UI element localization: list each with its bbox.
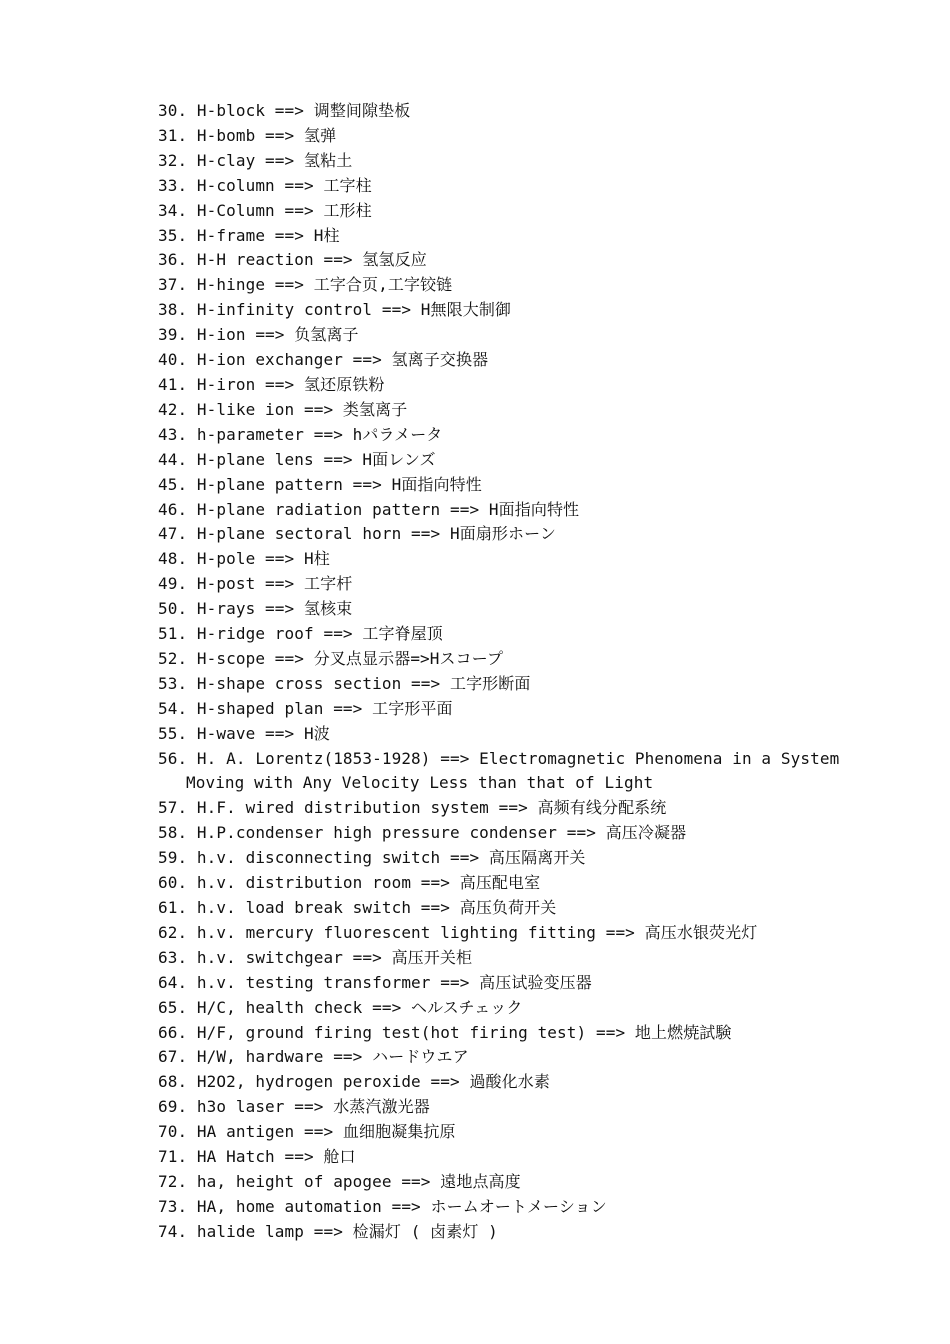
glossary-entry: 59. h.v. disconnecting switch ==> 高压隔离开关 [158,848,586,868]
glossary-entry: 35. H-frame ==> H柱 [158,225,340,245]
glossary-entry: 51. H-ridge roof ==> 工字脊屋顶 [158,624,443,644]
glossary-entry: 57. H.F. wired distribution system ==> 高频有线分配系统 [158,798,667,818]
glossary-entry: 40. H-ion exchanger ==> 氢离子交换器 [158,350,489,370]
glossary-entry: 69. h3o laser ==> 水蒸汽激光器 [158,1097,430,1117]
glossary-entry: 30. H-block ==> 调整间隙垫板 [158,101,411,120]
glossary-entry: 72. ha, height of apogee ==> 遠地点高度 [158,1171,521,1191]
glossary-entry: 63. h.v. switchgear ==> 高压开关柜 [158,947,473,967]
glossary-entry: 64. h.v. testing transformer ==> 高压试验变压器 [158,972,592,992]
glossary-entry: 36. H-H reaction ==> 氢氢反应 [158,250,427,270]
glossary-entry: 43. h-parameter ==> hパラメータ [158,424,443,444]
glossary-entry: 65. H/C, health check ==> ヘルスチェック [158,997,523,1017]
glossary-entry: 74. halide lamp ==> 检漏灯 ( 卤素灯 ) [158,1221,498,1241]
glossary-entry: 48. H-pole ==> H柱 [158,549,330,569]
glossary-entry: 66. H/F, ground firing test(hot firing test) ==> 地上燃焼試験 [158,1022,732,1042]
glossary-entry: 32. H-clay ==> 氢粘土 [158,150,353,170]
glossary-entry: 56. H. A. Lorentz(1853-1928) ==> Electromagnetic Phenomena in a System Moving with Any Velocity Less than that of Light [158,748,850,793]
glossary-entry: 31. H-bomb ==> 氢弹 [158,125,337,145]
glossary-entry: 53. H-shape cross section ==> 工字形断面 [158,673,531,693]
glossary-entry: 67. H/W, hardware ==> ハードウエア [158,1047,469,1067]
glossary-entry: 58. H.P.condenser high pressure condenser ==> 高压冷凝器 [158,823,687,843]
glossary-entry: 44. H-plane lens ==> H面レンズ [158,449,436,469]
glossary-entry: 68. H2O2, hydrogen peroxide ==> 過酸化水素 [158,1072,550,1092]
glossary-entry: 71. HA Hatch ==> 舱口 [158,1147,356,1167]
glossary-entry: 34. H-Column ==> 工形柱 [158,200,372,220]
glossary-entry: 46. H-plane radiation pattern ==> H面指向特性 [158,499,580,519]
glossary-list [158,99,858,1245]
glossary-entry: 33. H-column ==> 工字柱 [158,175,372,195]
glossary-entry: 42. H-like ion ==> 类氢离子 [158,399,408,419]
glossary-entry: 39. H-ion ==> 负氢离子 [158,325,359,345]
glossary-entry: 70. HA antigen ==> 血细胞凝集抗原 [158,1122,456,1142]
glossary-entry: 73. HA, home automation ==> ホームオートメーション [158,1196,607,1216]
glossary-entry: 62. h.v. mercury fluorescent lighting fitting ==> 高压水银荧光灯 [158,922,758,942]
glossary-entry: 45. H-plane pattern ==> H面指向特性 [158,474,482,494]
glossary-entry: 50. H-rays ==> 氢核束 [158,599,353,619]
glossary-entry: 47. H-plane sectoral horn ==> H面扇形ホーン [158,524,556,544]
glossary-entry: 54. H-shaped plan ==> 工字形平面 [158,698,453,718]
glossary-entry: 49. H-post ==> 工字杆 [158,574,353,594]
glossary-entry: 37. H-hinge ==> 工字合页,工字铰链 [158,275,453,295]
glossary-entry: 60. h.v. distribution room ==> 高压配电室 [158,873,541,893]
glossary-entry: 55. H-wave ==> H波 [158,723,330,743]
glossary-entry: 61. h.v. load break switch ==> 高压负荷开关 [158,898,557,917]
glossary-entry: 52. H-scope ==> 分叉点显示器=>Hスコープ [158,648,504,668]
glossary-entry: 41. H-iron ==> 氢还原铁粉 [158,374,385,394]
glossary-entry: 38. H-infinity control ==> H無限大制御 [158,300,512,320]
